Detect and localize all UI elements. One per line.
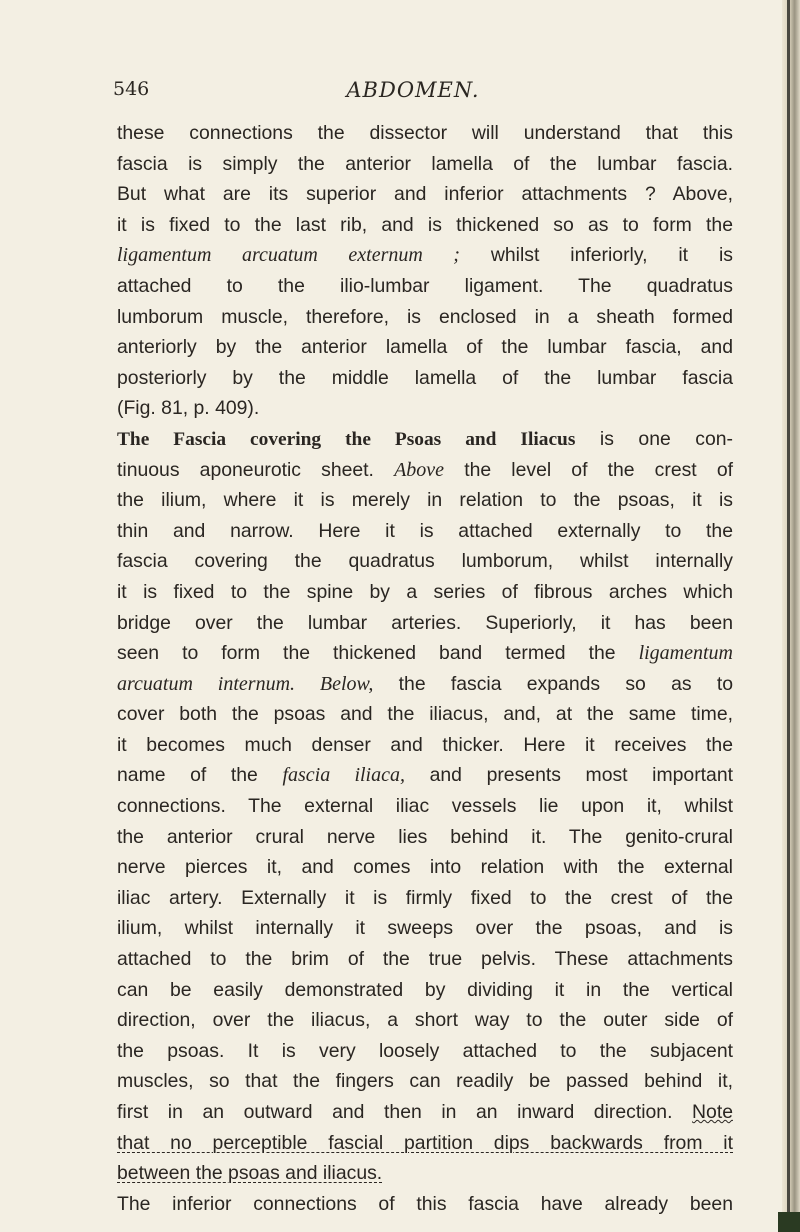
text-line bbox=[117, 485, 733, 516]
text-line bbox=[117, 271, 733, 302]
line-text: it is fixed to the last rib, and is thickened so as to form the bbox=[117, 213, 733, 236]
italic-term: ligamentum bbox=[638, 642, 733, 665]
text-line bbox=[117, 944, 733, 975]
line-text: fascia is simply the anterior lamella of the lumbar fascia. bbox=[117, 152, 733, 175]
line-text: name of the bbox=[117, 764, 283, 787]
text-line bbox=[117, 913, 733, 944]
line-text: is one con- bbox=[575, 427, 733, 450]
section-heading: The Fascia covering the Psoas and Iliacus bbox=[117, 428, 576, 450]
line-text: ilium, whilst internally it sweeps over the psoas, and is bbox=[117, 917, 733, 940]
line-text: cover both the psoas and the iliacus, and, at the same time, bbox=[117, 703, 733, 726]
line-text: connections. The external iliac vessels lie upon it, whilst bbox=[117, 795, 733, 818]
line-text: (Fig. 81, p. 409). bbox=[117, 397, 260, 420]
line-text: thin and narrow. Here it is attached externally to the bbox=[117, 519, 733, 542]
text-line bbox=[117, 1066, 733, 1097]
line-text: these connections the dissector will understand that this bbox=[117, 122, 733, 144]
text-line bbox=[117, 1005, 733, 1036]
text-line bbox=[117, 699, 733, 730]
italic-term: fascia iliaca, bbox=[282, 764, 405, 787]
text-line bbox=[117, 118, 733, 149]
line-text: The inferior connections of this fascia have already been bbox=[117, 1192, 733, 1215]
body-text bbox=[117, 118, 733, 1219]
page-header bbox=[113, 78, 713, 108]
text-line bbox=[117, 240, 733, 271]
text-line bbox=[117, 852, 733, 883]
text-line bbox=[117, 424, 733, 455]
text-line bbox=[117, 791, 733, 822]
line-text: first in an outward and then in an inward direction. bbox=[117, 1101, 693, 1123]
line-text: seen to form the thickened band termed the bbox=[117, 642, 639, 665]
text-line bbox=[117, 577, 733, 608]
text-line bbox=[117, 730, 733, 761]
line-text: tinuous aponeurotic sheet. bbox=[117, 458, 395, 481]
line-text: attached to the brim of the true pelvis. These attachments bbox=[117, 948, 733, 971]
line-text: anteriorly by the anterior lamella of the lumbar fascia, and bbox=[117, 336, 733, 359]
line-text: muscles, so that the fingers can readily be passed behind it, bbox=[117, 1070, 733, 1093]
text-line bbox=[117, 455, 733, 486]
annotated-word: Note bbox=[692, 1101, 733, 1123]
corner-mark bbox=[778, 1212, 800, 1232]
text-line bbox=[117, 1128, 733, 1159]
page-number: 546 bbox=[113, 78, 150, 100]
line-text: lumborum muscle, therefore, is enclosed in a sheath formed bbox=[117, 305, 733, 328]
line-text: whilst inferiorly, it is bbox=[459, 244, 733, 267]
text-line bbox=[117, 1158, 733, 1189]
line-text: the level of the crest of bbox=[444, 458, 733, 481]
page-edge-shadow bbox=[782, 0, 800, 1232]
text-line bbox=[117, 1097, 733, 1128]
line-text: fascia covering the quadratus lumborum, whilst internally bbox=[117, 550, 733, 573]
line-text: posteriorly by the middle lamella of the lumbar fascia bbox=[117, 366, 733, 389]
line-text: direction, over the iliacus, a short way to the outer side of bbox=[117, 1009, 733, 1032]
text-line bbox=[117, 210, 733, 241]
text-line bbox=[117, 822, 733, 853]
line-text: bridge over the lumbar arteries. Superiorly, it has been bbox=[117, 611, 733, 634]
underlined-text: between the psoas and iliacus. bbox=[117, 1162, 383, 1185]
line-text: and presents most important bbox=[405, 764, 733, 787]
text-line bbox=[117, 975, 733, 1006]
text-line bbox=[117, 179, 733, 210]
line-text: iliac artery. Externally it is firmly fixed to the crest of the bbox=[117, 886, 733, 909]
italic-term: ligamentum arcuatum externum ; bbox=[117, 244, 460, 267]
text-line bbox=[117, 638, 733, 669]
text-line bbox=[117, 608, 733, 639]
italic-term: Above bbox=[394, 458, 445, 481]
text-line bbox=[117, 393, 733, 424]
text-line bbox=[117, 332, 733, 363]
line-text: it becomes much denser and thicker. Here it receives the bbox=[117, 733, 733, 756]
text-line bbox=[117, 1036, 733, 1067]
binding-edge bbox=[787, 0, 790, 1232]
line-text: it is fixed to the spine by a series of fibrous arches which bbox=[117, 580, 733, 603]
line-text: can be easily demonstrated by dividing it in the vertical bbox=[117, 978, 733, 1001]
line-text: the ilium, where it is merely in relation to the psoas, it is bbox=[117, 489, 733, 512]
text-line bbox=[117, 1189, 733, 1220]
text-line bbox=[117, 149, 733, 180]
italic-term: arcuatum internum. Below, bbox=[117, 672, 374, 695]
text-line bbox=[117, 669, 733, 700]
line-text: But what are its superior and inferior attachments ? Above, bbox=[117, 183, 733, 206]
text-line bbox=[117, 516, 733, 547]
underlined-text: that no perceptible fascial partition dips backwards from it bbox=[117, 1131, 733, 1154]
line-text: the anterior crural nerve lies behind it. The genito-crural bbox=[117, 825, 733, 848]
line-text: attached to the ilio-lumbar ligament. The quadratus bbox=[117, 274, 733, 297]
line-text: the psoas. It is very loosely attached to the subjacent bbox=[117, 1039, 733, 1062]
text-line bbox=[117, 883, 733, 914]
text-line bbox=[117, 760, 733, 791]
text-line bbox=[117, 546, 733, 577]
text-line bbox=[117, 363, 733, 394]
line-text: nerve pierces it, and comes into relation with the external bbox=[117, 856, 733, 879]
line-text: the fascia expands so as to bbox=[373, 672, 733, 695]
text-line bbox=[117, 302, 733, 333]
running-head: ABDOMEN. bbox=[346, 78, 480, 102]
